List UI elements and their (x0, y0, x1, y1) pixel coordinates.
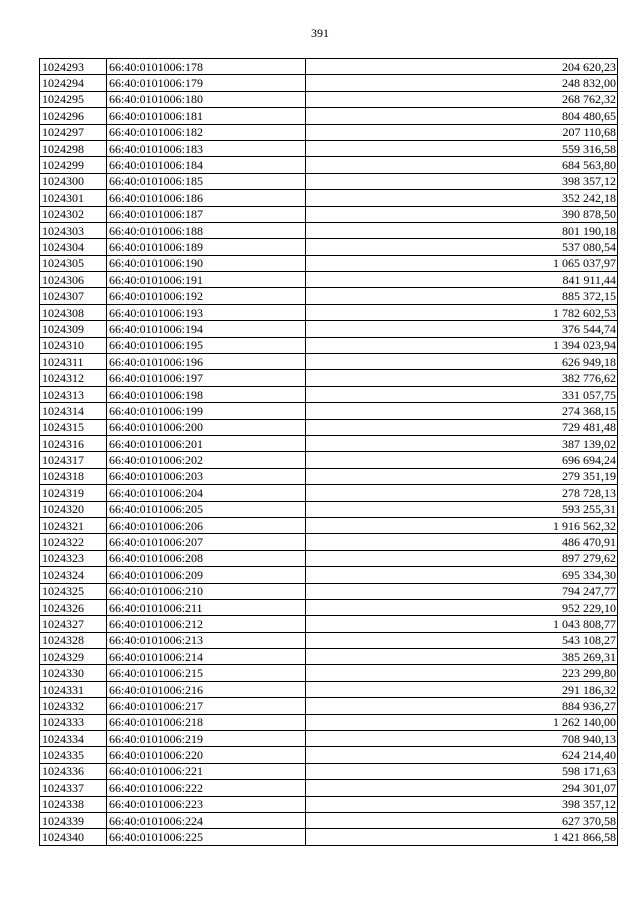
cadastral-number-cell: 66:40:0101006:207 (107, 534, 306, 550)
table-row (40, 534, 618, 550)
record-number-cell: 1024294 (40, 75, 107, 91)
record-number-cell: 1024310 (40, 337, 107, 353)
cadastral-number-cell: 66:40:0101006:222 (107, 780, 306, 796)
cadastral-value-cell: 1 394 023,94 (306, 337, 618, 353)
cadastral-value-cell: 593 255,31 (306, 501, 618, 517)
cadastral-number-cell: 66:40:0101006:221 (107, 763, 306, 779)
cadastral-number-cell: 66:40:0101006:181 (107, 108, 306, 124)
cadastral-number-cell: 66:40:0101006:210 (107, 583, 306, 599)
record-number-cell: 1024312 (40, 370, 107, 386)
cadastral-value-cell: 1 916 562,32 (306, 517, 618, 533)
table-row (40, 747, 618, 763)
table-row (40, 304, 618, 320)
cadastral-number-cell: 66:40:0101006:180 (107, 91, 306, 107)
table-row (40, 157, 618, 173)
table-row (40, 321, 618, 337)
record-number-cell: 1024302 (40, 206, 107, 222)
record-number-cell: 1024325 (40, 583, 107, 599)
record-number-cell: 1024337 (40, 780, 107, 796)
page-number: 391 (311, 26, 329, 40)
table-row (40, 435, 618, 451)
record-number-cell: 1024313 (40, 386, 107, 402)
cadastral-value-cell: 897 279,62 (306, 550, 618, 566)
cadastral-value-table (39, 58, 618, 846)
record-number-cell: 1024338 (40, 796, 107, 812)
cadastral-value-cell: 207 110,68 (306, 124, 618, 140)
table-row (40, 452, 618, 468)
record-number-cell: 1024332 (40, 698, 107, 714)
cadastral-number-cell: 66:40:0101006:182 (107, 124, 306, 140)
cadastral-value-cell: 559 316,58 (306, 140, 618, 156)
cadastral-number-cell: 66:40:0101006:205 (107, 501, 306, 517)
cadastral-number-cell: 66:40:0101006:218 (107, 714, 306, 730)
cadastral-number-cell: 66:40:0101006:198 (107, 386, 306, 402)
cadastral-number-cell: 66:40:0101006:206 (107, 517, 306, 533)
table-row (40, 239, 618, 255)
table-row (40, 550, 618, 566)
record-number-cell: 1024303 (40, 222, 107, 238)
cadastral-value-cell: 223 299,80 (306, 665, 618, 681)
cadastral-value-cell: 274 368,15 (306, 403, 618, 419)
table-row (40, 124, 618, 140)
cadastral-number-cell: 66:40:0101006:216 (107, 681, 306, 697)
record-number-cell: 1024304 (40, 239, 107, 255)
cadastral-value-cell: 952 229,10 (306, 599, 618, 615)
cadastral-value-cell: 626 949,18 (306, 354, 618, 370)
cadastral-number-cell: 66:40:0101006:191 (107, 272, 306, 288)
record-number-cell: 1024333 (40, 714, 107, 730)
cadastral-value-cell: 387 139,02 (306, 435, 618, 451)
cadastral-value-cell: 804 480,65 (306, 108, 618, 124)
cadastral-value-cell: 382 776,62 (306, 370, 618, 386)
table-row (40, 173, 618, 189)
cadastral-number-cell: 66:40:0101006:199 (107, 403, 306, 419)
record-number-cell: 1024328 (40, 632, 107, 648)
cadastral-number-cell: 66:40:0101006:190 (107, 255, 306, 271)
table-row (40, 698, 618, 714)
cadastral-number-cell: 66:40:0101006:209 (107, 567, 306, 583)
cadastral-number-cell: 66:40:0101006:219 (107, 731, 306, 747)
record-number-cell: 1024297 (40, 124, 107, 140)
cadastral-number-cell: 66:40:0101006:193 (107, 304, 306, 320)
table-row (40, 140, 618, 156)
record-number-cell: 1024301 (40, 190, 107, 206)
cadastral-number-cell: 66:40:0101006:183 (107, 140, 306, 156)
cadastral-number-cell: 66:40:0101006:213 (107, 632, 306, 648)
record-number-cell: 1024295 (40, 91, 107, 107)
record-number-cell: 1024329 (40, 649, 107, 665)
record-number-cell: 1024331 (40, 681, 107, 697)
record-number-cell: 1024309 (40, 321, 107, 337)
cadastral-value-cell: 708 940,13 (306, 731, 618, 747)
record-number-cell: 1024300 (40, 173, 107, 189)
record-number-cell: 1024316 (40, 435, 107, 451)
table-row (40, 517, 618, 533)
table-row (40, 75, 618, 91)
record-number-cell: 1024318 (40, 468, 107, 484)
cadastral-number-cell: 66:40:0101006:185 (107, 173, 306, 189)
table-row (40, 829, 618, 845)
record-number-cell: 1024334 (40, 731, 107, 747)
table-row (40, 485, 618, 501)
table-row (40, 468, 618, 484)
record-number-cell: 1024340 (40, 829, 107, 845)
cadastral-value-cell: 268 762,32 (306, 91, 618, 107)
cadastral-value-cell: 486 470,91 (306, 534, 618, 550)
cadastral-number-cell: 66:40:0101006:200 (107, 419, 306, 435)
table-row (40, 222, 618, 238)
cadastral-value-cell: 1 043 808,77 (306, 616, 618, 632)
cadastral-value-cell: 376 544,74 (306, 321, 618, 337)
cadastral-value-cell: 884 936,27 (306, 698, 618, 714)
cadastral-number-cell: 66:40:0101006:187 (107, 206, 306, 222)
table-row (40, 583, 618, 599)
record-number-cell: 1024323 (40, 550, 107, 566)
record-number-cell: 1024330 (40, 665, 107, 681)
cadastral-number-cell: 66:40:0101006:201 (107, 435, 306, 451)
cadastral-value-cell: 294 301,07 (306, 780, 618, 796)
cadastral-value-cell: 543 108,27 (306, 632, 618, 648)
record-number-cell: 1024339 (40, 812, 107, 828)
table-row (40, 354, 618, 370)
table-row (40, 370, 618, 386)
cadastral-number-cell: 66:40:0101006:186 (107, 190, 306, 206)
cadastral-value-cell: 729 481,48 (306, 419, 618, 435)
cadastral-value-cell: 624 214,40 (306, 747, 618, 763)
cadastral-value-cell: 885 372,15 (306, 288, 618, 304)
cadastral-number-cell: 66:40:0101006:215 (107, 665, 306, 681)
record-number-cell: 1024311 (40, 354, 107, 370)
table-row (40, 419, 618, 435)
table-row (40, 780, 618, 796)
cadastral-number-cell: 66:40:0101006:208 (107, 550, 306, 566)
table-row (40, 567, 618, 583)
table-row (40, 255, 618, 271)
table-row (40, 59, 618, 75)
record-number-cell: 1024307 (40, 288, 107, 304)
cadastral-number-cell: 66:40:0101006:220 (107, 747, 306, 763)
table-row (40, 272, 618, 288)
record-number-cell: 1024320 (40, 501, 107, 517)
cadastral-value-cell: 1 065 037,97 (306, 255, 618, 271)
cadastral-value-cell: 279 351,19 (306, 468, 618, 484)
table-row (40, 763, 618, 779)
cadastral-value-cell: 695 334,30 (306, 567, 618, 583)
table-row (40, 190, 618, 206)
cadastral-number-cell: 66:40:0101006:224 (107, 812, 306, 828)
cadastral-value-cell: 1 421 866,58 (306, 829, 618, 845)
table-body (40, 59, 618, 846)
table-row (40, 731, 618, 747)
cadastral-number-cell: 66:40:0101006:214 (107, 649, 306, 665)
record-number-cell: 1024296 (40, 108, 107, 124)
table-row (40, 649, 618, 665)
record-number-cell: 1024324 (40, 567, 107, 583)
cadastral-number-cell: 66:40:0101006:203 (107, 468, 306, 484)
table-row (40, 386, 618, 402)
cadastral-value-cell: 331 057,75 (306, 386, 618, 402)
cadastral-value-cell: 841 911,44 (306, 272, 618, 288)
record-number-cell: 1024298 (40, 140, 107, 156)
cadastral-value-cell: 537 080,54 (306, 239, 618, 255)
cadastral-number-cell: 66:40:0101006:197 (107, 370, 306, 386)
record-number-cell: 1024322 (40, 534, 107, 550)
record-number-cell: 1024321 (40, 517, 107, 533)
cadastral-value-cell: 385 269,31 (306, 649, 618, 665)
cadastral-value-cell: 801 190,18 (306, 222, 618, 238)
record-number-cell: 1024306 (40, 272, 107, 288)
table-row (40, 812, 618, 828)
cadastral-number-cell: 66:40:0101006:195 (107, 337, 306, 353)
cadastral-value-cell: 598 171,63 (306, 763, 618, 779)
cadastral-value-cell: 204 620,23 (306, 59, 618, 75)
cadastral-value-cell: 696 694,24 (306, 452, 618, 468)
cadastral-number-cell: 66:40:0101006:188 (107, 222, 306, 238)
record-number-cell: 1024308 (40, 304, 107, 320)
table-row (40, 337, 618, 353)
record-number-cell: 1024319 (40, 485, 107, 501)
table-row (40, 665, 618, 681)
record-number-cell: 1024326 (40, 599, 107, 615)
cadastral-value-cell: 1 782 602,53 (306, 304, 618, 320)
cadastral-number-cell: 66:40:0101006:202 (107, 452, 306, 468)
table-row (40, 91, 618, 107)
cadastral-number-cell: 66:40:0101006:178 (107, 59, 306, 75)
cadastral-value-cell: 398 357,12 (306, 796, 618, 812)
table-row (40, 632, 618, 648)
table-row (40, 714, 618, 730)
table-row (40, 599, 618, 615)
cadastral-number-cell: 66:40:0101006:211 (107, 599, 306, 615)
cadastral-value-cell: 794 247,77 (306, 583, 618, 599)
cadastral-number-cell: 66:40:0101006:204 (107, 485, 306, 501)
cadastral-number-cell: 66:40:0101006:196 (107, 354, 306, 370)
cadastral-value-cell: 248 832,00 (306, 75, 618, 91)
table-row (40, 206, 618, 222)
record-number-cell: 1024305 (40, 255, 107, 271)
cadastral-number-cell: 66:40:0101006:194 (107, 321, 306, 337)
cadastral-value-cell: 1 262 140,00 (306, 714, 618, 730)
cadastral-number-cell: 66:40:0101006:192 (107, 288, 306, 304)
table-row (40, 403, 618, 419)
table-row (40, 796, 618, 812)
cadastral-value-cell: 291 186,32 (306, 681, 618, 697)
cadastral-value-cell: 627 370,58 (306, 812, 618, 828)
record-number-cell: 1024299 (40, 157, 107, 173)
record-number-cell: 1024317 (40, 452, 107, 468)
table-row (40, 501, 618, 517)
table-row (40, 108, 618, 124)
record-number-cell: 1024314 (40, 403, 107, 419)
cadastral-number-cell: 66:40:0101006:217 (107, 698, 306, 714)
table-row (40, 616, 618, 632)
cadastral-value-cell: 390 878,50 (306, 206, 618, 222)
table-row (40, 288, 618, 304)
cadastral-number-cell: 66:40:0101006:189 (107, 239, 306, 255)
cadastral-value-cell: 352 242,18 (306, 190, 618, 206)
cadastral-number-cell: 66:40:0101006:223 (107, 796, 306, 812)
cadastral-number-cell: 66:40:0101006:179 (107, 75, 306, 91)
table-row (40, 681, 618, 697)
record-number-cell: 1024315 (40, 419, 107, 435)
cadastral-number-cell: 66:40:0101006:212 (107, 616, 306, 632)
record-number-cell: 1024336 (40, 763, 107, 779)
cadastral-value-cell: 684 563,80 (306, 157, 618, 173)
record-number-cell: 1024335 (40, 747, 107, 763)
cadastral-number-cell: 66:40:0101006:184 (107, 157, 306, 173)
cadastral-number-cell: 66:40:0101006:225 (107, 829, 306, 845)
record-number-cell: 1024293 (40, 59, 107, 75)
record-number-cell: 1024327 (40, 616, 107, 632)
cadastral-value-cell: 398 357,12 (306, 173, 618, 189)
cadastral-value-cell: 278 728,13 (306, 485, 618, 501)
